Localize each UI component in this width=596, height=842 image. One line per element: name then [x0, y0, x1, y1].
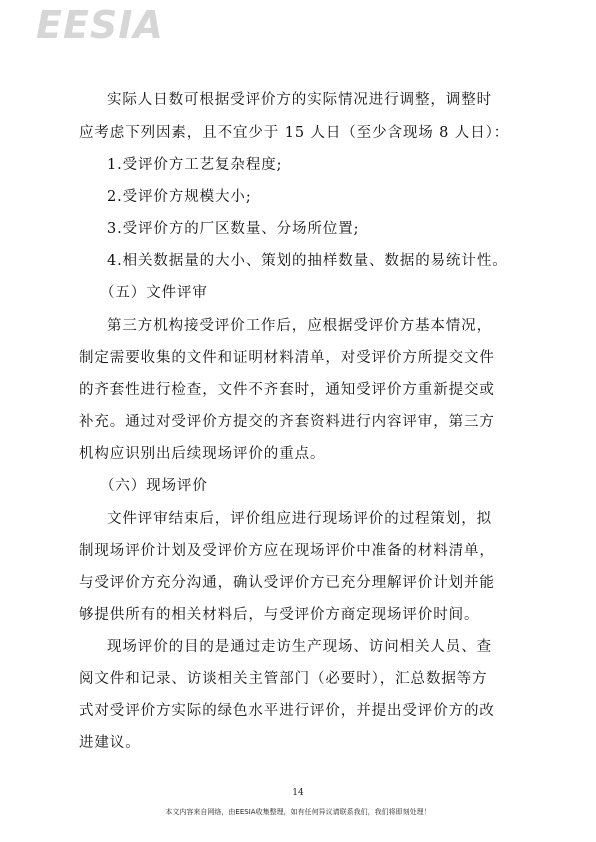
- body-line-11: 补充。通过对受评价方提交的齐套资料进行内容评审，第三方: [79, 414, 495, 430]
- body-line-8: 第三方机构接受评价工作后，应根据受评价方基本情况，: [107, 318, 492, 334]
- section-heading-5: （五）文件评审: [100, 285, 208, 301]
- body-line-15: 制现场评价计划及受评价方应在现场评价中准备的材料清单，: [79, 543, 495, 559]
- list-item-4: 4.相关数据量的大小、策划的抽样数量、数据的易统计性。: [107, 253, 508, 269]
- body-line-1: 实际人日数可根据受评价方的实际情况进行调整，调整时: [107, 92, 492, 108]
- body-line-14: 文件评审结束后，评价组应进行现场评价的过程策划，拟: [107, 511, 492, 527]
- body-line-9: 制定需要收集的文件和证明材料清单，对受评价方所提交文件: [79, 350, 495, 366]
- section-heading-6: （六）现场评价: [100, 478, 208, 494]
- body-line-12: 机构应识别出后续现场评价的重点。: [79, 446, 326, 462]
- body-line-21: 进建议。: [79, 735, 141, 751]
- page-number: 14: [292, 788, 304, 798]
- body-line-17: 够提供所有的相关材料后，与受评价方商定现场评价时间。: [79, 607, 480, 623]
- list-item-2: 2.受评价方规模大小;: [107, 189, 252, 205]
- body-line-16: 与受评价方充分沟通，确认受评价方已充分理解评价计划并能: [79, 575, 495, 591]
- body-line-10: 的齐套性进行检查，文件不齐套时，通知受评价方重新提交或: [79, 382, 495, 398]
- list-item-1: 1.受评价方工艺复杂程度;: [107, 157, 283, 173]
- body-line-19: 阅文件和记录、访谈相关主管部门（必要时），汇总数据等方: [79, 671, 488, 687]
- footer-disclaimer: 本文内容来自网络，由EESIA收集整理，如有任何异议请联系我们，我们将即刻处理！: [165, 808, 431, 816]
- body-line-18: 现场评价的目的是通过走访生产现场、访问相关人员、查: [107, 639, 492, 655]
- eesia-logo: EESIA: [36, 3, 164, 47]
- body-line-20: 式对受评价方实际的绿色水平进行评价，并提出受评价方的改: [79, 703, 495, 719]
- body-line-2: 应考虑下列因素，且不宜少于 15 人日（至少含现场 8 人日）：: [79, 125, 510, 141]
- list-item-3: 3.受评价方的厂区数量、分场所位置;: [107, 221, 360, 237]
